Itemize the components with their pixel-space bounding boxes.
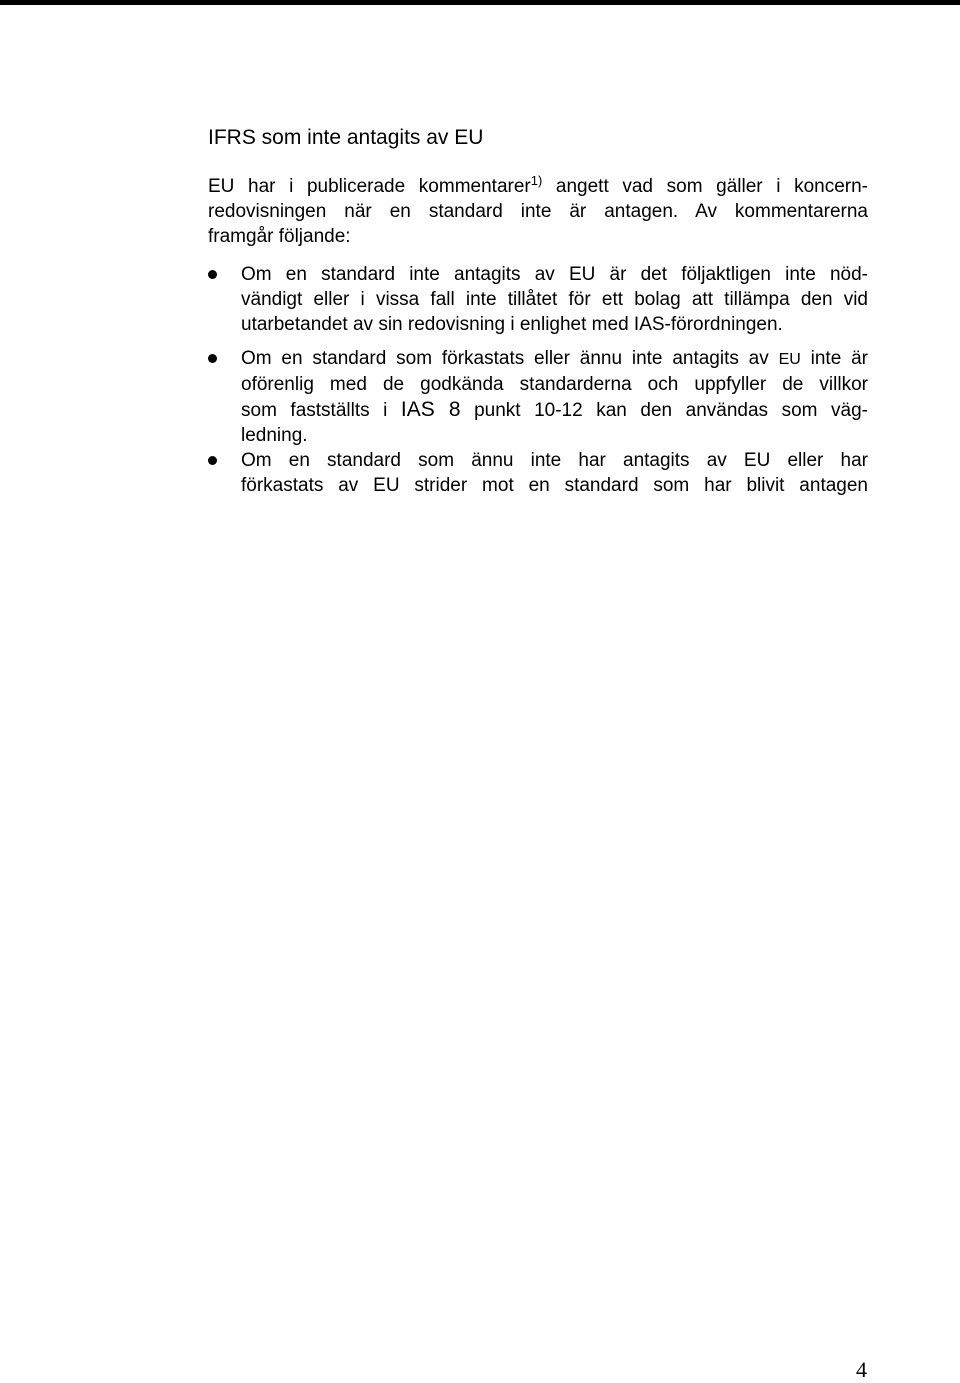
bullet-1-line-3: utarbetandet av sin redovisning i enlighet med IAS-förordningen. [241, 314, 783, 335]
top-border-rule [0, 0, 960, 5]
bullet-2-line-3-text: som fastställts i [241, 400, 401, 421]
intro-line-1 [208, 174, 868, 199]
bullet-2-line-3-rest: punkt 10-12 kan den användas som väg- [460, 400, 868, 421]
intro-line-1-text: EU har i publicerade kommentarer [208, 176, 531, 197]
bullet-dot-icon [208, 270, 217, 279]
intro-line-1-rest: angett vad som gäller i koncern- [542, 176, 868, 197]
list-item [208, 448, 868, 498]
bullet-list [208, 262, 868, 498]
bullet-dot-icon [208, 354, 217, 363]
bullet-3-line-2: förkastats av EU strider mot en standard som har blivit antagen [241, 475, 868, 496]
bullet-2-line-1-rest: inte är [800, 348, 868, 369]
intro-line-3: framgår följande: [208, 226, 351, 247]
page-number: 4 [856, 1357, 867, 1382]
section-heading: IFRS som inte antagits av EU [208, 126, 484, 149]
list-item [208, 346, 868, 448]
bullet-2-line-1 [241, 346, 868, 372]
eu-abbreviation: EU [778, 351, 801, 368]
bullet-2-line-1-text: Om en standard som förkastats eller ännu inte antagits av [241, 348, 779, 369]
intro-paragraph [208, 174, 868, 249]
bullet-1-line-1: Om en standard inte antagits av EU är det följaktligen inte nöd- [241, 264, 868, 285]
list-item [208, 262, 868, 337]
bullet-3-line-1: Om en standard som ännu inte har antagits av EU eller har [241, 450, 868, 471]
bullet-dot-icon [208, 456, 217, 465]
bullet-2-line-4: ledning. [241, 425, 308, 446]
ias-reference: IAS 8 [400, 398, 461, 421]
footnote-reference: 1) [530, 173, 543, 188]
intro-line-2: redovisningen när en standard inte är antagen. Av kommentarerna [208, 201, 868, 222]
bullet-2-line-3 [241, 397, 868, 423]
bullet-2-line-2: oförenlig med de godkända standarderna och uppfyller de villkor [241, 374, 868, 395]
bullet-1-line-2: vändigt eller i vissa fall inte tillåtet för ett bolag att tillämpa den vid [241, 289, 868, 310]
